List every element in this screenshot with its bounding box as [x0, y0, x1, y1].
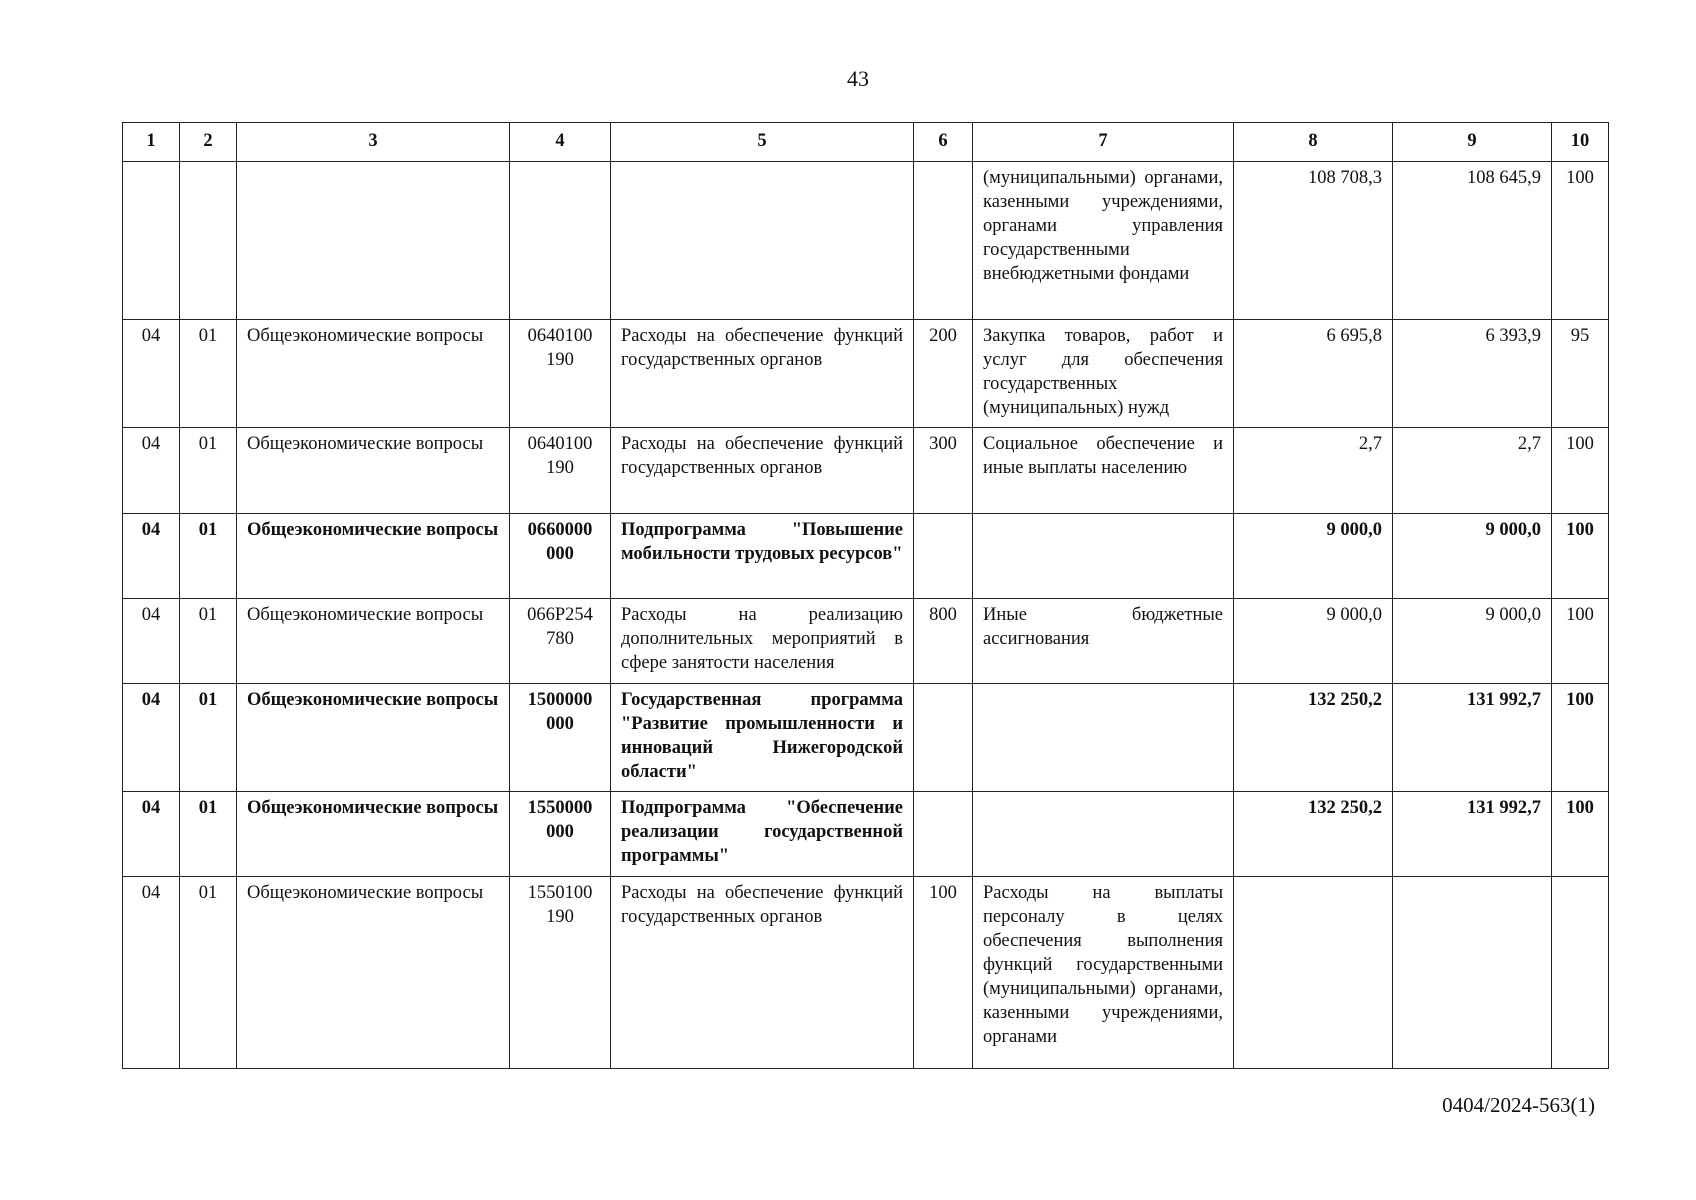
column-header: 7 [973, 123, 1234, 162]
executed-amount-cell [1393, 877, 1552, 1069]
executed-amount-cell: 9 000,0 [1393, 514, 1552, 599]
table-row [123, 877, 1609, 1069]
column-header: 5 [611, 123, 914, 162]
target-name-cell: Расходы на обеспечение функций государственных органов [611, 428, 914, 514]
percent-cell: 100 [1552, 514, 1609, 599]
planned-amount-cell: 9 000,0 [1234, 599, 1393, 684]
target-name-cell [611, 162, 914, 320]
planned-amount-cell [1234, 877, 1393, 1069]
planned-amount-cell: 108 708,3 [1234, 162, 1393, 320]
expense-type-name-cell [973, 792, 1234, 877]
section-cell: 04 [123, 320, 180, 428]
executed-amount-cell: 131 992,7 [1393, 792, 1552, 877]
name-cell: Общеэкономические вопросы [237, 792, 510, 877]
target-name-cell: Расходы на обеспечение функций государственных органов [611, 320, 914, 428]
target-code-cell: 0660000 000 [510, 514, 611, 599]
percent-cell: 100 [1552, 428, 1609, 514]
expense-type-name-cell: Социальное обеспечение и иные выплаты населению [973, 428, 1234, 514]
subsection-cell [180, 162, 237, 320]
name-cell: Общеэкономические вопросы [237, 514, 510, 599]
subsection-cell: 01 [180, 877, 237, 1069]
name-cell: Общеэкономические вопросы [237, 320, 510, 428]
section-cell [123, 162, 180, 320]
expense-type-cell: 300 [914, 428, 973, 514]
page-number: 43 [847, 66, 869, 91]
name-cell [237, 162, 510, 320]
planned-amount-cell: 2,7 [1234, 428, 1393, 514]
expense-type-name-cell [973, 684, 1234, 792]
target-name-cell: Подпрограмма "Обеспечение реализации государственной программы" [611, 792, 914, 877]
target-name-cell: Государственная программа "Развитие промышленности и инноваций Нижегородской области" [611, 684, 914, 792]
target-code-cell: 1500000 000 [510, 684, 611, 792]
target-name-cell: Подпрограмма "Повышение мобильности трудовых ресурсов" [611, 514, 914, 599]
subsection-cell: 01 [180, 514, 237, 599]
table-row [123, 162, 1609, 320]
expense-type-cell [914, 514, 973, 599]
name-cell: Общеэкономические вопросы [237, 684, 510, 792]
percent-cell: 100 [1552, 162, 1609, 320]
document-code: 0404/2024-563(1) [1442, 1093, 1595, 1117]
column-header: 2 [180, 123, 237, 162]
column-header: 3 [237, 123, 510, 162]
target-code-cell: 0640100 190 [510, 428, 611, 514]
column-header: 4 [510, 123, 611, 162]
target-name-cell: Расходы на реализацию дополнительных мероприятий в сфере занятости населения [611, 599, 914, 684]
executed-amount-cell: 2,7 [1393, 428, 1552, 514]
target-code-cell: 066P254 780 [510, 599, 611, 684]
expense-type-cell: 100 [914, 877, 973, 1069]
planned-amount-cell: 9 000,0 [1234, 514, 1393, 599]
section-cell: 04 [123, 684, 180, 792]
name-cell: Общеэкономические вопросы [237, 877, 510, 1069]
expense-type-cell [914, 684, 973, 792]
planned-amount-cell: 6 695,8 [1234, 320, 1393, 428]
table-row [123, 599, 1609, 684]
column-header: 8 [1234, 123, 1393, 162]
table-row [123, 684, 1609, 792]
target-code-cell: 0640100 190 [510, 320, 611, 428]
target-name-cell: Расходы на обеспечение функций государственных органов [611, 877, 914, 1069]
percent-cell: 100 [1552, 684, 1609, 792]
executed-amount-cell: 131 992,7 [1393, 684, 1552, 792]
section-cell: 04 [123, 428, 180, 514]
column-header: 1 [123, 123, 180, 162]
expense-type-name-cell: Иные бюджетные ассигнования [973, 599, 1234, 684]
expense-type-cell: 800 [914, 599, 973, 684]
column-header: 10 [1552, 123, 1609, 162]
section-cell: 04 [123, 877, 180, 1069]
subsection-cell: 01 [180, 428, 237, 514]
table-row [123, 428, 1609, 514]
column-header: 6 [914, 123, 973, 162]
subsection-cell: 01 [180, 684, 237, 792]
percent-cell: 100 [1552, 599, 1609, 684]
executed-amount-cell: 108 645,9 [1393, 162, 1552, 320]
section-cell: 04 [123, 514, 180, 599]
table-row [123, 320, 1609, 428]
table-row [123, 514, 1609, 599]
table-header-row [123, 123, 1609, 162]
expense-type-name-cell: Закупка товаров, работ и услуг для обеспечения государственных (муниципальных) нужд [973, 320, 1234, 428]
expense-type-name-cell: (муниципальными) органами, казенными учреждениями, органами управления государственными внебюджетными фондами [973, 162, 1234, 320]
target-code-cell: 1550100 190 [510, 877, 611, 1069]
executed-amount-cell: 9 000,0 [1393, 599, 1552, 684]
name-cell: Общеэкономические вопросы [237, 599, 510, 684]
section-cell: 04 [123, 599, 180, 684]
table-row [123, 792, 1609, 877]
percent-cell: 95 [1552, 320, 1609, 428]
subsection-cell: 01 [180, 320, 237, 428]
table-body [123, 162, 1609, 1069]
budget-table [122, 122, 1609, 1069]
target-code-cell: 1550000 000 [510, 792, 611, 877]
expense-type-cell [914, 162, 973, 320]
subsection-cell: 01 [180, 599, 237, 684]
planned-amount-cell: 132 250,2 [1234, 684, 1393, 792]
column-header: 9 [1393, 123, 1552, 162]
expense-type-cell: 200 [914, 320, 973, 428]
expense-type-name-cell [973, 514, 1234, 599]
executed-amount-cell: 6 393,9 [1393, 320, 1552, 428]
section-cell: 04 [123, 792, 180, 877]
percent-cell: 100 [1552, 792, 1609, 877]
subsection-cell: 01 [180, 792, 237, 877]
planned-amount-cell: 132 250,2 [1234, 792, 1393, 877]
percent-cell [1552, 877, 1609, 1069]
expense-type-name-cell: Расходы на выплаты персоналу в целях обеспечения выполнения функций государственными (муниципальными) органами, казенными учреждениями, органами [973, 877, 1234, 1069]
name-cell: Общеэкономические вопросы [237, 428, 510, 514]
expense-type-cell [914, 792, 973, 877]
target-code-cell [510, 162, 611, 320]
